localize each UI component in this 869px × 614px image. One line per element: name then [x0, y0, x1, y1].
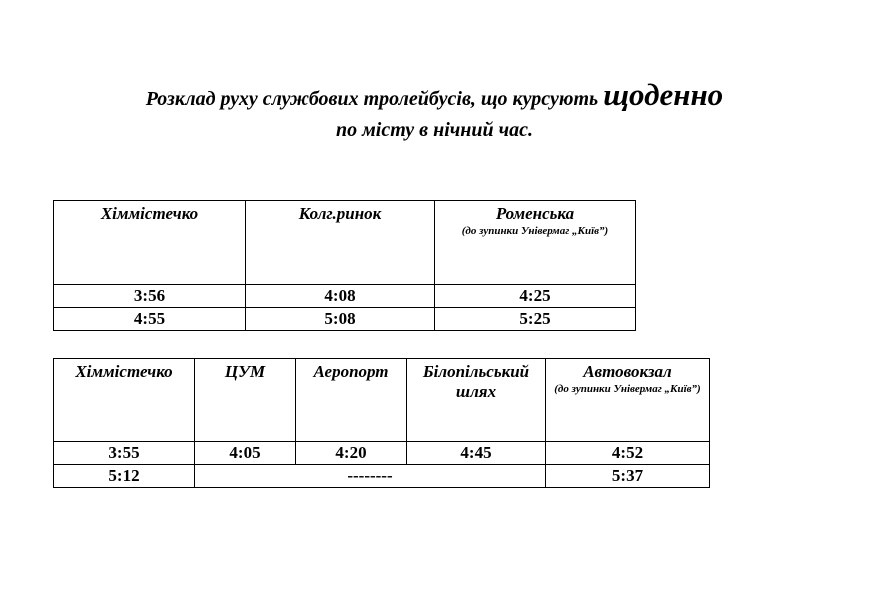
header-label: Білопільський шлях: [422, 362, 530, 401]
time-cell: 4:55: [54, 308, 246, 331]
page-title: [0, 78, 869, 144]
time-cell: 3:55: [54, 442, 195, 465]
schedule-table-2: [53, 358, 710, 488]
header-cell: [435, 201, 636, 285]
table-row: [54, 465, 710, 488]
header-cell: [54, 201, 246, 285]
title-emphasis: щоденно: [603, 77, 724, 112]
header-cell: [407, 359, 546, 442]
time-cell: 4:52: [546, 442, 710, 465]
header-label: ЦУМ: [224, 362, 266, 381]
time-cell: 4:45: [407, 442, 546, 465]
header-label: Хіммістечко: [100, 204, 199, 223]
header-note: (до зупинки Універмаг „Київ”): [554, 383, 701, 395]
header-cell: [54, 359, 195, 442]
time-cell: 4:05: [195, 442, 296, 465]
table-row: [54, 442, 710, 465]
header-cell: [296, 359, 407, 442]
title-text: Розклад руху службових тролейбусів, що курсують: [145, 88, 604, 110]
header-cell: [246, 201, 435, 285]
time-cell: 5:37: [546, 465, 710, 488]
time-cell: 4:20: [296, 442, 407, 465]
header-label: Колг.ринок: [298, 204, 382, 223]
time-cell: 5:25: [435, 308, 636, 331]
header-label: Хіммістечко: [75, 362, 173, 381]
header-label: Аеропорт: [313, 362, 389, 381]
title-line-1: [0, 78, 869, 116]
time-cell: 4:25: [435, 285, 636, 308]
time-cell: 4:08: [246, 285, 435, 308]
header-cell: [195, 359, 296, 442]
header-cell: [546, 359, 710, 442]
header-label: Роменська: [495, 204, 575, 223]
header-label: Автовокзал: [583, 362, 672, 381]
table-header-row: [54, 201, 636, 285]
time-cell: 3:56: [54, 285, 246, 308]
title-line-2: по місту в нічний час.: [335, 119, 533, 141]
time-cell: 5:08: [246, 308, 435, 331]
merged-dash-cell: --------: [195, 465, 546, 488]
schedule-table-1: [53, 200, 636, 331]
table-row: [54, 285, 636, 308]
table-row: [54, 308, 636, 331]
header-note: (до зупинки Універмаг „Київ”): [461, 225, 609, 237]
time-cell: 5:12: [54, 465, 195, 488]
table-header-row: [54, 359, 710, 442]
